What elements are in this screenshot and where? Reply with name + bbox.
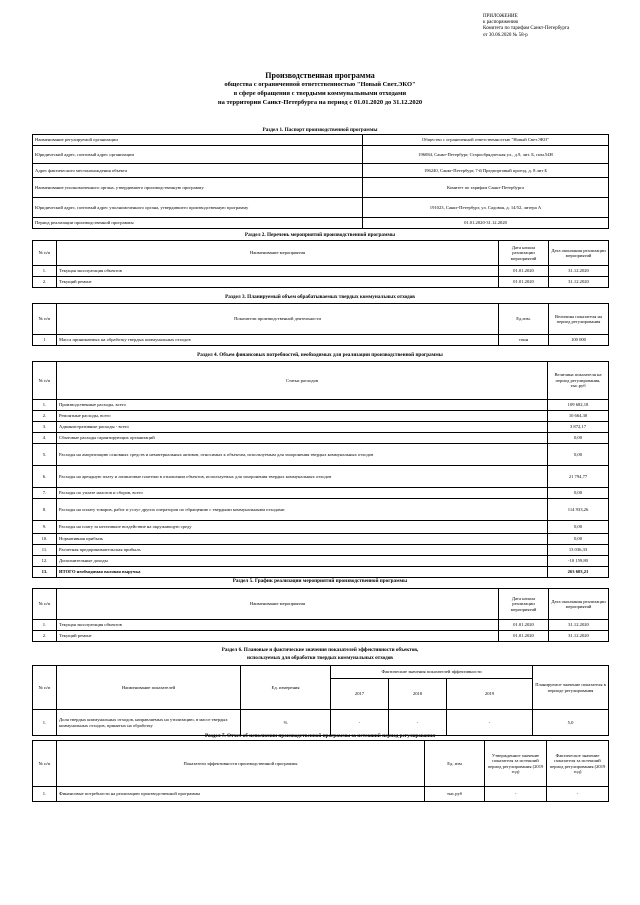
- cell-name: Расходы на плату за негативное воздействие на окружающую среду: [57, 521, 548, 534]
- cell-value: 0,00: [548, 444, 609, 466]
- table-row: [33, 620, 609, 631]
- section-2-title: Раздел 2. Перечень мероприятий производственной программы: [244, 232, 396, 238]
- cell-unit: %: [241, 710, 331, 736]
- table-row: [33, 787, 609, 802]
- cell-label: Период реализации производственной программы: [33, 218, 363, 229]
- cell-no: 1.: [33, 787, 57, 802]
- header-value: Величина показателя на период регулирования, тыс.руб: [548, 362, 609, 400]
- cell-unit: тыс.руб: [425, 787, 485, 802]
- cell-name: Масса принимаемых на обработку твердых коммунальных отходов: [57, 335, 499, 346]
- report-table: [32, 740, 609, 802]
- cell-value: 0,00: [548, 433, 609, 444]
- table-row: [33, 400, 609, 411]
- cell-name: Текущий ремонт: [57, 277, 499, 288]
- appendix-line: к распоряжению: [483, 20, 519, 26]
- table-row: [33, 710, 609, 736]
- table-row: [33, 556, 609, 567]
- cell-name: Текущий ремонт: [57, 631, 499, 642]
- cell-no: 4.: [33, 433, 57, 444]
- header-unit: Ед.изм.: [499, 304, 549, 335]
- section-3-title: Раздел 3. Планируемый объем обрабатываемых твердых коммунальных отходов: [225, 294, 415, 300]
- header-no: № п/п: [33, 362, 57, 400]
- table-row: [33, 218, 609, 229]
- cell-value: 13 036,33: [548, 545, 609, 556]
- cell-no: 3.: [33, 422, 57, 433]
- header-no: № п/п: [33, 304, 57, 335]
- cell-no: 5.: [33, 444, 57, 466]
- cell-name: Расходы по уплате налогов и сборов, всего: [57, 488, 548, 499]
- section-1-title: Раздел 1. Паспорт производственной программы: [262, 127, 378, 133]
- cell-no: 1.: [33, 710, 57, 736]
- cell-value: 3 872,17: [548, 422, 609, 433]
- section-6-title-line: используемых для обработки твердых коммунальных отходов: [247, 655, 393, 661]
- cell-name: Административные расходы - всего: [57, 422, 548, 433]
- cell-no: 2.: [33, 631, 57, 642]
- table-row: [33, 521, 609, 534]
- header-no: № п/п: [33, 589, 57, 620]
- cell-no: 8.: [33, 499, 57, 521]
- cell-unit: тонн: [499, 335, 549, 346]
- cell-name: Финансовые потребности на реализацию производственной программы: [57, 787, 425, 802]
- title-line: общества с ограниченной ответственностью "Новый Свет.ЭКО": [224, 81, 416, 88]
- table-header: [33, 241, 609, 266]
- header-end: Дата окончания реализации мероприятий: [549, 589, 609, 620]
- schedule-table: [32, 588, 609, 642]
- header-year: 2018: [389, 679, 447, 710]
- cell-value: 196240, Санкт-Петербург, 7-й Предпортовый проезд, д. 8 лит Б: [363, 164, 609, 178]
- cell-start: 01.01.2020: [499, 277, 549, 288]
- cell-approved: -: [485, 787, 547, 802]
- appendix-line: ПРИЛОЖЕНИЕ: [483, 14, 518, 19]
- header-approved: Утвержденное значение показателя за истекший период регулирования (2019 год): [485, 741, 547, 787]
- table-row: [33, 335, 609, 346]
- cell-label: Наименование уполномоченного органа, утвердившего производственную программу: [33, 178, 363, 198]
- cell-value: 196084, Санкт-Петербург, Старообрядческая ул., д.9, лит. Б, пом.54Н: [363, 146, 609, 164]
- header-no: № п/п: [33, 741, 57, 787]
- cell-name: Расходы на амортизацию основных средств и нематериальных активов, относимых к объектам, используемым для захоронения твердых коммунальных отходов: [57, 444, 548, 466]
- cell-start: 01.01.2020: [499, 631, 549, 642]
- cell-name: Расчетная предпринимательская прибыль: [57, 545, 548, 556]
- cell-label: Наименование регулируемой организации: [33, 135, 363, 146]
- cell-no: 11.: [33, 545, 57, 556]
- table-row: [33, 545, 609, 556]
- cell-no: 1.: [33, 400, 57, 411]
- cell-end: 31.12.2020: [549, 620, 609, 631]
- header-value: Величина показателя на период регулирования: [549, 304, 609, 335]
- table-row: [33, 411, 609, 422]
- header-name: Наименование мероприятия: [57, 241, 499, 266]
- table-row: [33, 198, 609, 218]
- cell-value: 263 603,21: [548, 567, 609, 578]
- header-year: 2019: [447, 679, 533, 710]
- finance-table: [32, 361, 609, 578]
- cell-name: Доля твердых коммунальных отходов, направляемых на утилизацию, в массе твердых коммунальных отходов, принятых на обработку: [57, 710, 241, 736]
- cell-2019: -: [447, 710, 533, 736]
- cell-start: 01.01.2020: [499, 620, 549, 631]
- section-4-title: Раздел 4. Объем финансовых потребностей, необходимых для реализации производственной программы: [197, 352, 443, 358]
- header-name: Статьи расходов: [57, 362, 548, 400]
- volume-table: [32, 303, 609, 346]
- measures-table: [32, 240, 609, 288]
- appendix-note: [483, 14, 633, 39]
- cell-no: 6.: [33, 466, 57, 488]
- table-row: [33, 466, 609, 488]
- cell-no: 13.: [33, 567, 57, 578]
- table-row: [33, 534, 609, 545]
- cell-name: Расходы на арендную плату и лизинговые платежи в отношении объектов, используемых для захоронения твердых коммунальных отходов: [57, 466, 548, 488]
- cell-2018: -: [389, 710, 447, 736]
- header-start: Дата начала реализации мероприятий: [499, 589, 549, 620]
- cell-name: ИТОГО необходимая валовая выручка: [57, 567, 548, 578]
- cell-label: Юридический адрес, почтовый адрес организации: [33, 146, 363, 164]
- cell-value: Комитет по тарифам Санкт-Петербурга: [363, 178, 609, 198]
- header-start: Дата начала реализации мероприятий: [499, 241, 549, 266]
- cell-no: 1.: [33, 266, 57, 277]
- cell-value: -10 159,80: [548, 556, 609, 567]
- cell-name: Текущая эксплуатация объектов: [57, 266, 499, 277]
- cell-value: 10 664,30: [548, 411, 609, 422]
- cell-end: 31.12.2020: [549, 631, 609, 642]
- document-title: Производственная программа: [265, 71, 375, 80]
- table-header: [33, 362, 609, 400]
- cell-value: 191023, Санкт-Петербург, ул. Садовая, д. 14/52, литера А: [363, 198, 609, 218]
- cell-name: Расходы на оплату товаров, работ и услуг других операторов по обращению с твердыми коммунальными отходами: [57, 499, 548, 521]
- table-header: [33, 741, 609, 787]
- section-7-title: Раздел 7. Отчет об исполнении производственной программы за истекший период регулирования: [204, 733, 436, 739]
- cell-name: Ремонтные расходы, всего: [57, 411, 548, 422]
- table-row: [33, 488, 609, 499]
- header-end: Дата окончания реализации мероприятий: [549, 241, 609, 266]
- header-unit: Ед. измерения: [241, 666, 331, 710]
- cell-no: 10.: [33, 534, 57, 545]
- cell-plan: 5,0: [533, 710, 609, 736]
- cell-no: 2.: [33, 411, 57, 422]
- cell-no: 1: [33, 335, 57, 346]
- header-name: Наименование мероприятия: [57, 589, 499, 620]
- table-row: [33, 266, 609, 277]
- passport-table: [32, 134, 609, 229]
- cell-value: 01.01.2020-31.12.2020: [363, 218, 609, 229]
- cell-value: 109 682,18: [548, 400, 609, 411]
- cell-no: 12.: [33, 556, 57, 567]
- cell-value: Общество с ограниченной ответственностью "Новый Свет.ЭКО": [363, 135, 609, 146]
- table-row: [33, 567, 609, 578]
- cell-name: Текущая эксплуатация объектов: [57, 620, 499, 631]
- table-row: [33, 631, 609, 642]
- cell-value: 0,00: [548, 488, 609, 499]
- header-name: Показатели эффективности производственной программы: [57, 741, 425, 787]
- cell-no: 7.: [33, 488, 57, 499]
- header-name: Показатели производственной деятельности: [57, 304, 499, 335]
- table-header: [33, 666, 609, 679]
- table-row: [33, 178, 609, 198]
- cell-label: Юридический адрес, почтовый адрес уполномоченного органа, утвердившего производственную программу: [33, 198, 363, 218]
- table-row: [33, 499, 609, 521]
- table-row: [33, 422, 609, 433]
- table-header: [33, 589, 609, 620]
- table-row: [33, 277, 609, 288]
- cell-no: 2.: [33, 277, 57, 288]
- cell-value: 100 000: [549, 335, 609, 346]
- title-line: в сфере обращения с твердыми коммунальными отходами: [233, 90, 407, 97]
- cell-value: 114 933,26: [548, 499, 609, 521]
- header-no: № п/п: [33, 241, 57, 266]
- cell-label: Адрес фактического местонахождения объекта: [33, 164, 363, 178]
- cell-value: 0,00: [548, 521, 609, 534]
- table-row: [33, 444, 609, 466]
- table-row: [33, 146, 609, 164]
- cell-no: 9.: [33, 521, 57, 534]
- appendix-line: от 30.06.2020 № 58-р: [483, 32, 528, 38]
- cell-actual: -: [547, 787, 609, 802]
- table-row: [33, 164, 609, 178]
- section-5-title: Раздел 5. График реализации мероприятий производственной программы: [232, 578, 408, 584]
- header-name: Наименование показателей: [57, 666, 241, 710]
- header-actual: Фактическое значение показателя за истекший период регулирования (2019 год): [547, 741, 609, 787]
- cell-start: 01.01.2020: [499, 266, 549, 277]
- cell-name: Нормативная прибыль: [57, 534, 548, 545]
- cell-2017: -: [331, 710, 389, 736]
- cell-name: Дополнительные доходы: [57, 556, 548, 567]
- header-year: 2017: [331, 679, 389, 710]
- appendix-line: Комитета по тарифам Санкт-Петербурга: [483, 26, 570, 32]
- cell-value: 0,00: [548, 534, 609, 545]
- cell-end: 31.12.2020: [549, 277, 609, 288]
- header-fact: Фактические значения показателей эффективности: [331, 666, 533, 679]
- cell-value: 21 794,77: [548, 466, 609, 488]
- cell-name: Производственные расходы, всего: [57, 400, 548, 411]
- cell-end: 31.12.2020: [549, 266, 609, 277]
- table-row: [33, 433, 609, 444]
- header-unit: Ед. изм: [425, 741, 485, 787]
- cell-no: 1.: [33, 620, 57, 631]
- header-no: № п/п: [33, 666, 57, 710]
- title-line: на территории Санкт-Петербурга на период с 01.01.2020 до 31.12.2020: [217, 99, 423, 106]
- table-header: [33, 304, 609, 335]
- header-plan: Планируемое значение показателя в периоде регулирования: [533, 666, 609, 710]
- efficiency-table: [32, 665, 609, 736]
- section-6-title: Раздел 6. Плановые и фактические значения показателей эффективности объектов,: [221, 647, 419, 653]
- cell-name: Сбытовые расходы гарантирующих организаций: [57, 433, 548, 444]
- table-row: [33, 135, 609, 146]
